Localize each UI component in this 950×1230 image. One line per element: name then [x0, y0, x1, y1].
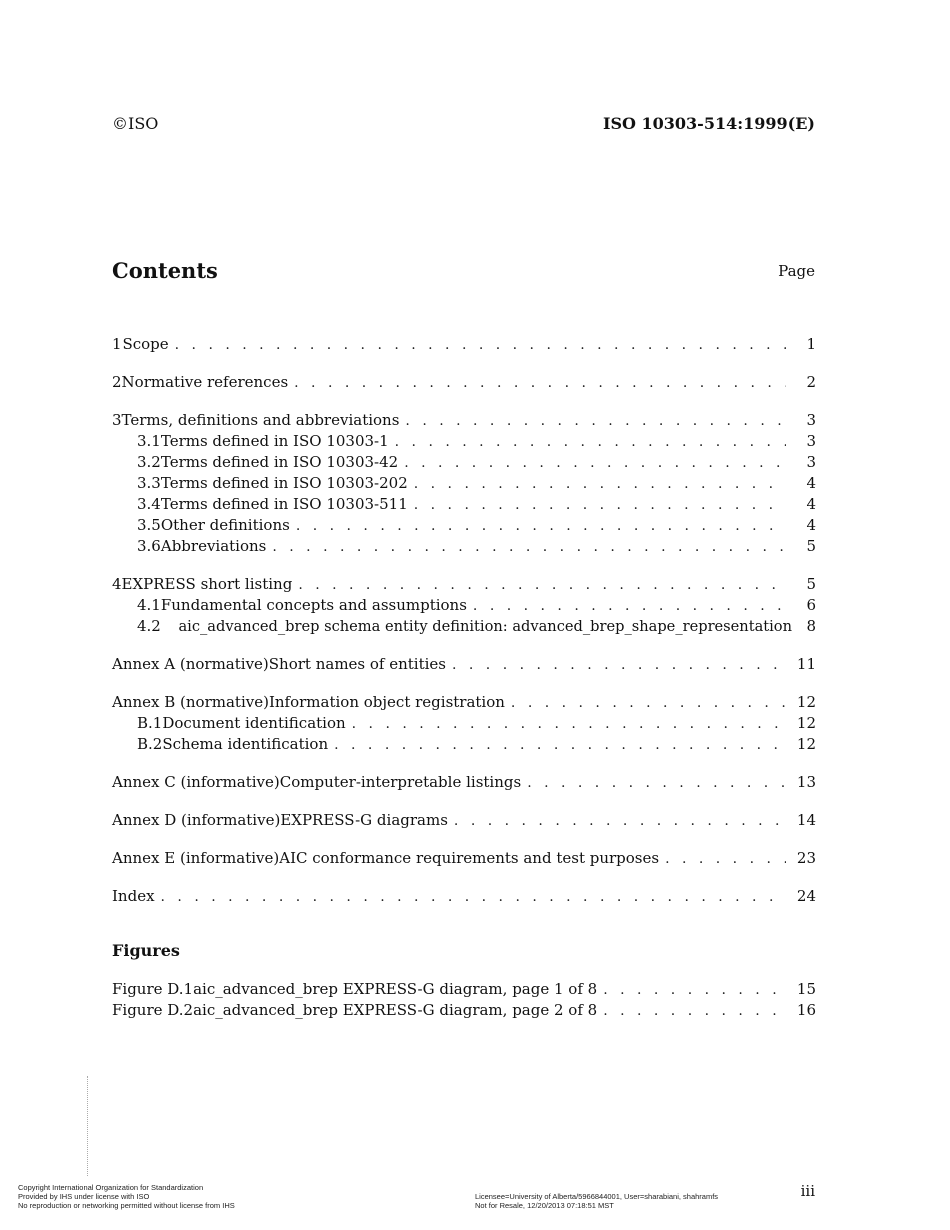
- toc-title: EXPRESS-G diagrams: [280, 811, 448, 829]
- footer-line: Provided by IHS under license with ISO: [18, 1192, 150, 1201]
- toc-title: Terms defined in ISO 10303-1: [160, 432, 389, 450]
- toc-page: 1: [806, 335, 816, 353]
- toc-number: 3: [112, 411, 122, 429]
- toc-entry-annex-a[interactable]: [112, 654, 816, 674]
- toc-annex-label: Annex B (normative): [112, 693, 269, 711]
- toc-leader: [527, 773, 786, 793]
- page-number: iii: [800, 1182, 815, 1200]
- toc-leader: [352, 714, 786, 734]
- toc-number: 3.1: [137, 432, 161, 450]
- toc-leader: [454, 811, 786, 831]
- toc-page: 3: [806, 411, 816, 429]
- figure-label: Figure D.2: [112, 1001, 194, 1019]
- toc-page: 13: [796, 773, 816, 791]
- figure-title: aic_advanced_brep EXPRESS-G diagram, page 1 of 8: [193, 980, 598, 998]
- toc-entry-3-1[interactable]: [112, 431, 816, 451]
- toc-page: 11: [796, 655, 816, 673]
- toc-annex-label: Annex E (informative): [112, 849, 280, 867]
- toc-leader: [296, 516, 786, 536]
- toc-leader: [294, 373, 786, 393]
- toc-title: Information object registration: [268, 693, 505, 711]
- toc-leader: [603, 1001, 786, 1021]
- toc-number: 3.2: [137, 453, 161, 471]
- toc-number: 3.6: [137, 537, 161, 555]
- toc-entry-3-6[interactable]: [112, 536, 816, 556]
- toc-number: 3.3: [137, 474, 161, 492]
- toc-title: Terms defined in ISO 10303-202: [160, 474, 408, 492]
- toc-entry-3-4[interactable]: [112, 494, 816, 514]
- toc-page: 6: [806, 596, 816, 614]
- toc-leader: [452, 655, 786, 675]
- toc-title: Terms, definitions and abbreviations: [121, 411, 400, 429]
- figure-label: Figure D.1: [112, 980, 194, 998]
- toc-entry-4-2[interactable]: [112, 616, 816, 636]
- figure-page: 16: [796, 1001, 816, 1019]
- toc-page: 14: [796, 811, 816, 829]
- toc-leader: [298, 575, 786, 595]
- page-column-label: Page: [778, 262, 815, 280]
- toc-title: aic_advanced_brep schema entity definition: advanced_brep_shape_representation: [178, 618, 792, 635]
- toc-number: 2: [112, 373, 122, 391]
- toc-page: 4: [806, 495, 816, 513]
- toc-leader: [161, 887, 786, 907]
- toc-number: 4.2: [137, 617, 161, 635]
- toc-leader: [511, 693, 786, 713]
- footer-line: Not for Resale, 12/20/2013 07:18:51 MST: [475, 1201, 614, 1210]
- toc-number: 4.1: [137, 596, 161, 614]
- toc-title: Fundamental concepts and assumptions: [160, 596, 467, 614]
- toc-leader: [272, 537, 786, 557]
- toc-entry-annex-c[interactable]: [112, 772, 816, 792]
- toc-annex-label: Annex D (informative): [112, 811, 281, 829]
- toc-number: 3.5: [137, 516, 161, 534]
- footer-licensee-notice: [475, 1192, 718, 1210]
- toc-title: Computer-interpretable listings: [279, 773, 522, 791]
- footer-copyright-notice: [18, 1183, 235, 1210]
- toc-page: 5: [806, 537, 816, 555]
- toc-title: Terms defined in ISO 10303-511: [160, 495, 408, 513]
- toc-number: 1: [112, 335, 122, 353]
- toc-number: B.1: [137, 714, 163, 732]
- toc-leader: [334, 735, 786, 755]
- toc-entry-normative-references[interactable]: [112, 372, 816, 392]
- toc-entry-4-1[interactable]: [112, 595, 816, 615]
- toc-title: Index: [112, 887, 155, 905]
- toc-leader: [404, 453, 786, 473]
- figures-heading: Figures: [112, 941, 180, 960]
- toc-entry-b-2[interactable]: [112, 734, 816, 754]
- footer-line: Licensee=University of Alberta/5966844001, User=sharabiani, shahramfs: [475, 1192, 719, 1201]
- toc-page: 12: [796, 714, 816, 732]
- toc-entry-b-1[interactable]: [112, 713, 816, 733]
- toc-page: 2: [806, 373, 816, 391]
- toc-title: Scope: [122, 335, 169, 353]
- toc-annex-label: Annex C (informative): [112, 773, 280, 791]
- contents-title: Contents: [112, 258, 218, 283]
- toc-entry-annex-e[interactable]: [112, 848, 816, 868]
- toc-title: Other definitions: [160, 516, 290, 534]
- toc-page: 4: [806, 516, 816, 534]
- toc-leader: [414, 474, 786, 494]
- toc-title: AIC conformance requirements and test purposes: [279, 849, 660, 867]
- toc-title: Abbreviations: [160, 537, 267, 555]
- toc-page: 24: [796, 887, 816, 905]
- toc-title: Document identification: [162, 714, 346, 732]
- toc-number: 4: [112, 575, 122, 593]
- toc-entry-3-2[interactable]: [112, 452, 816, 472]
- toc-title: Terms defined in ISO 10303-42: [160, 453, 399, 471]
- toc-page: 5: [806, 575, 816, 593]
- toc-leader: [175, 335, 786, 355]
- toc-entry-annex-d[interactable]: [112, 810, 816, 830]
- toc-leader: [603, 980, 786, 1000]
- toc-page: 4: [806, 474, 816, 492]
- toc-number: 3.4: [137, 495, 161, 513]
- header-copyright: ©ISO: [112, 114, 159, 133]
- footer-line: Copyright International Organization for Standardization: [18, 1183, 204, 1192]
- toc-leader: [405, 411, 786, 431]
- toc-annex-label: Annex A (normative): [112, 655, 269, 673]
- toc-page: 12: [796, 735, 816, 753]
- toc-title: Normative references: [121, 373, 289, 391]
- toc-page: 3: [806, 432, 816, 450]
- footer-line: No reproduction or networking permitted without license from IHS: [18, 1201, 235, 1210]
- toc-page: 12: [796, 693, 816, 711]
- figure-entry-d2[interactable]: [112, 1000, 816, 1020]
- toc-entry-index[interactable]: [112, 886, 816, 906]
- figure-title: aic_advanced_brep EXPRESS-G diagram, page 2 of 8: [193, 1001, 598, 1019]
- toc-page: 3: [806, 453, 816, 471]
- toc-entry-express-short-listing[interactable]: [112, 574, 816, 594]
- toc-entry-terms[interactable]: [112, 410, 816, 430]
- toc-leader: [665, 849, 786, 869]
- margin-dotted-line: [87, 1076, 89, 1176]
- toc-title: EXPRESS short listing: [121, 575, 293, 593]
- toc-entry-scope[interactable]: [112, 334, 816, 354]
- toc-title: Short names of entities: [268, 655, 446, 673]
- figure-entry-d1[interactable]: [112, 979, 816, 999]
- figure-page: 15: [796, 980, 816, 998]
- toc-entry-3-5[interactable]: [112, 515, 816, 535]
- toc-entry-annex-b[interactable]: [112, 692, 816, 712]
- toc-leader: [414, 495, 786, 515]
- toc-number: B.2: [137, 735, 163, 753]
- toc-leader: [395, 432, 786, 452]
- header-standard-number: ISO 10303-514:1999(E): [602, 114, 815, 133]
- toc-title: Schema identification: [162, 735, 329, 753]
- toc-page: 23: [796, 849, 816, 867]
- toc-entry-3-3[interactable]: [112, 473, 816, 493]
- toc-page: 8: [806, 617, 816, 635]
- toc-leader: [473, 596, 786, 616]
